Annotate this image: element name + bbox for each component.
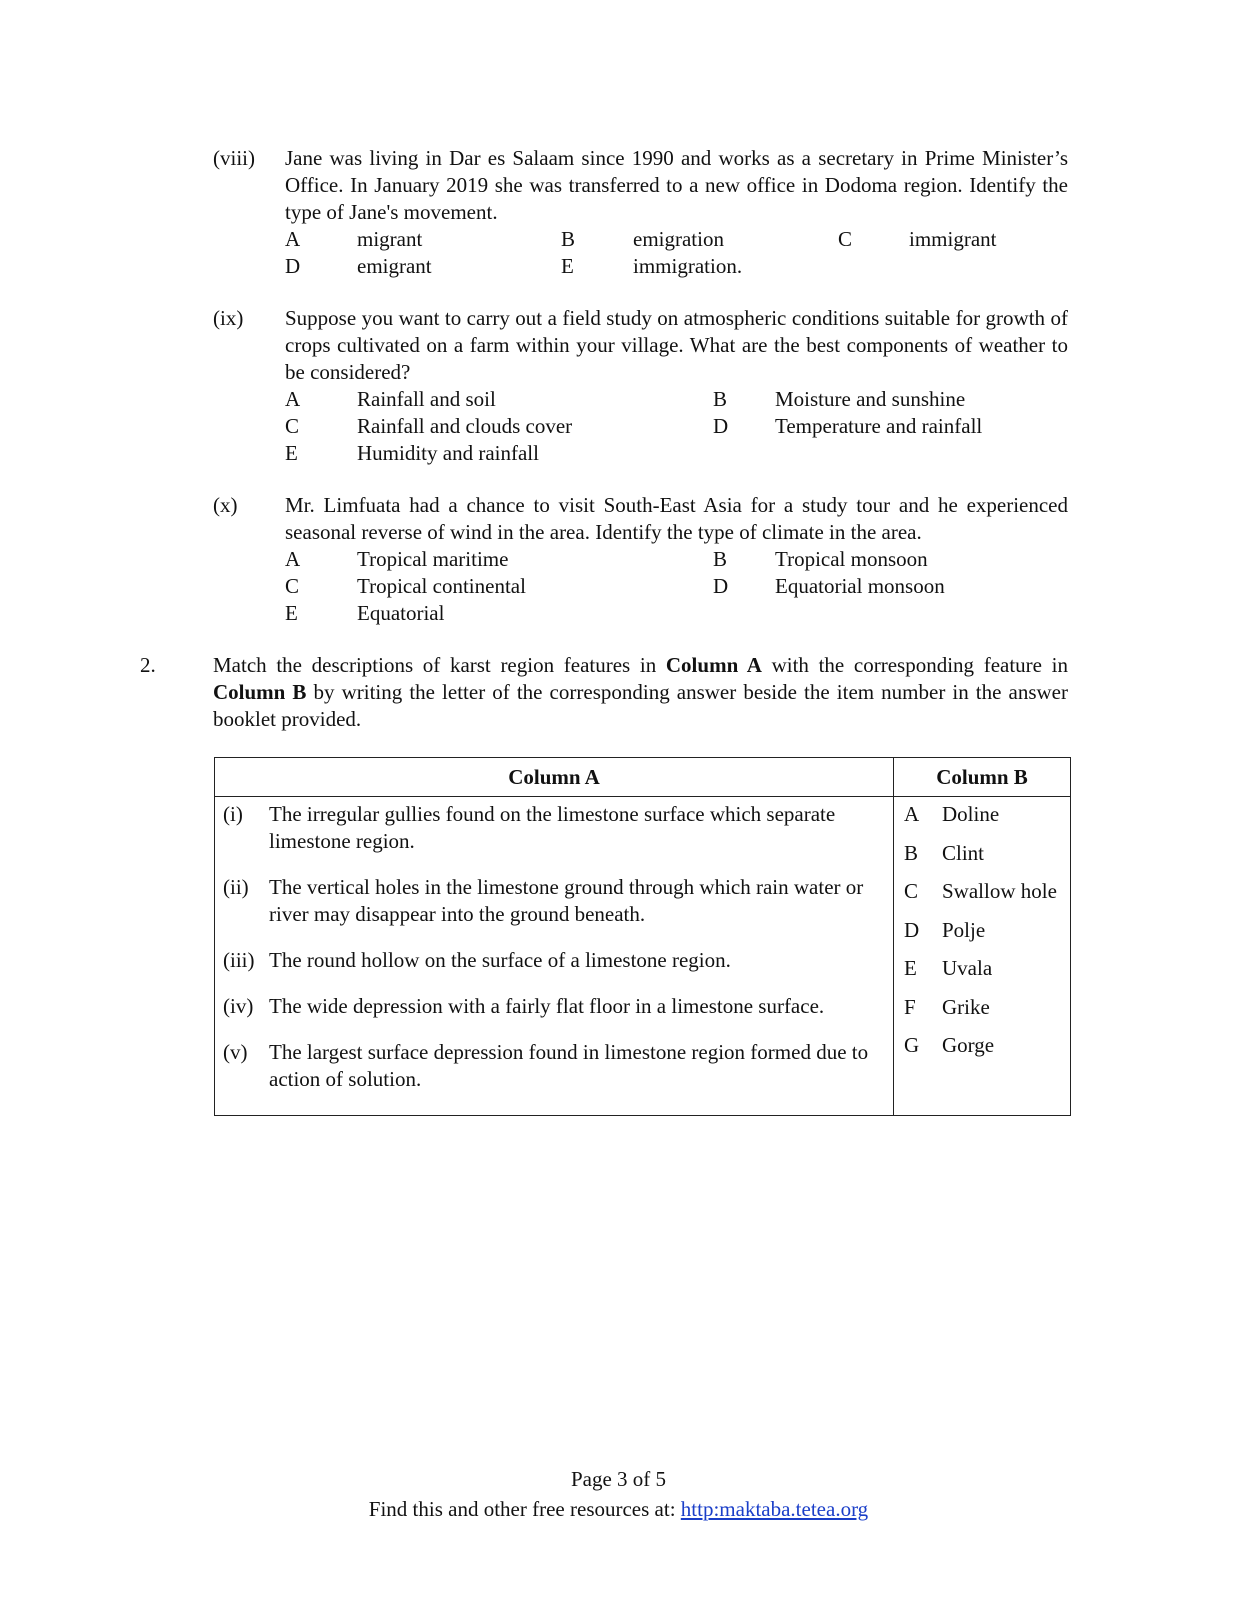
option-text: immigrant xyxy=(909,227,997,251)
option-letter: A xyxy=(285,547,301,571)
option-text: emigrant xyxy=(357,254,432,278)
question-2-text xyxy=(213,652,1068,733)
column-a-items xyxy=(215,797,894,1116)
option-letter: A xyxy=(285,227,301,251)
option-letter: A xyxy=(285,387,301,411)
column-a-item xyxy=(223,801,885,855)
question-number: (ix) xyxy=(213,306,244,330)
option-letter: E xyxy=(561,254,574,278)
item-text: Doline xyxy=(942,802,1000,826)
option-text: migrant xyxy=(357,227,423,251)
question-text: Suppose you want to carry out a field study on atmospheric conditions suitable for growth of crops cultivated on a farm within your village. What are the best components of weather to be considered? xyxy=(285,306,1068,384)
option-letter: D xyxy=(713,574,729,598)
option-letter: E xyxy=(285,441,298,465)
bold-text: Column B xyxy=(213,680,307,704)
item-letter: G xyxy=(904,1033,920,1057)
item-number: (v) xyxy=(223,1040,248,1064)
option-text: Humidity and rainfall xyxy=(357,441,539,465)
text: with the corresponding feature in xyxy=(761,653,1069,677)
column-a-item xyxy=(223,1039,885,1093)
question-ix xyxy=(213,305,1068,467)
item-text: The wide depression with a fairly flat floor in a limestone surface. xyxy=(269,994,825,1018)
column-b-item xyxy=(904,840,1060,879)
option-letter: C xyxy=(838,227,853,251)
item-text: The irregular gullies found on the limestone surface which separate limestone region. xyxy=(269,802,836,853)
question-number: (viii) xyxy=(213,146,255,170)
option-text: Tropical monsoon xyxy=(775,547,928,571)
footer-resources xyxy=(0,1496,1237,1523)
column-a-item xyxy=(223,993,885,1020)
column-a-item xyxy=(223,947,885,974)
item-number: (i) xyxy=(223,802,243,826)
item-letter: F xyxy=(904,994,916,1019)
question-x xyxy=(213,492,1068,627)
text: Match the descriptions of karst region features in xyxy=(213,653,666,677)
column-a-item xyxy=(223,874,885,928)
item-letter: E xyxy=(904,956,917,980)
column-b-item xyxy=(904,955,1060,994)
option-text: Moisture and sunshine xyxy=(775,387,966,411)
option-letter: D xyxy=(713,414,729,438)
column-b-item xyxy=(904,994,1060,1033)
column-b-item xyxy=(904,801,1060,840)
option-text: Equatorial monsoon xyxy=(775,574,945,598)
item-text: Uvala xyxy=(942,956,993,980)
item-text: Clint xyxy=(942,840,985,865)
option-text: Rainfall and clouds cover xyxy=(357,414,573,438)
footer-text: Find this and other free resources at: xyxy=(368,1497,681,1521)
item-letter: C xyxy=(904,879,919,903)
item-letter: D xyxy=(904,917,920,942)
question-2-number: 2. xyxy=(140,653,156,677)
option-text: emigration xyxy=(633,227,724,251)
item-number: (iv) xyxy=(223,994,254,1018)
text: by writing the letter of the corresponding answer beside the item number in the answer booklet provided. xyxy=(213,680,1069,731)
item-text: The vertical holes in the limestone ground through which rain water or river may disappear into the ground beneath. xyxy=(269,875,864,926)
item-letter: A xyxy=(904,802,920,826)
item-text: The round hollow on the surface of a limestone region. xyxy=(269,948,731,972)
column-a-header: Column A xyxy=(215,758,894,797)
item-text: Swallow hole xyxy=(942,879,1057,903)
option-text: Temperature and rainfall xyxy=(775,414,983,438)
column-b-header: Column B xyxy=(894,758,1071,797)
column-b-item xyxy=(904,878,1060,917)
item-text: Gorge xyxy=(942,1033,995,1057)
option-letter: C xyxy=(285,574,300,598)
resources-link[interactable]: http:maktaba.tetea.org xyxy=(680,1497,869,1521)
matching-table xyxy=(214,757,1071,1116)
option-letter: D xyxy=(285,254,301,278)
item-number: (iii) xyxy=(223,948,255,972)
item-number: (ii) xyxy=(223,875,249,899)
option-letter: B xyxy=(713,387,728,411)
option-letter: C xyxy=(285,414,300,438)
question-text: Jane was living in Dar es Salaam since 1990 and works as a secretary in Prime Minister’s Office. In January 2019 she was transferred to a new office in Dodoma region. Identify the type of Jane's movement. xyxy=(285,146,1068,224)
bold-text: Column A xyxy=(665,653,762,677)
option-letter: B xyxy=(713,547,728,571)
option-text: immigration. xyxy=(633,254,743,278)
column-b-item xyxy=(904,917,1060,956)
question-text: Mr. Limfuata had a chance to visit South-East Asia for a study tour and he experienced seasonal reverse of wind in the area. Identify the type of climate in the area. xyxy=(285,493,1068,544)
item-letter: B xyxy=(904,840,919,865)
option-text: Tropical continental xyxy=(357,574,526,598)
item-text: The largest surface depression found in limestone region formed due to action of solution. xyxy=(269,1040,869,1091)
item-text: Grike xyxy=(942,994,990,1019)
option-letter: B xyxy=(561,227,576,251)
item-text: Polje xyxy=(942,917,986,942)
option-letter: E xyxy=(285,601,298,625)
option-text: Equatorial xyxy=(357,601,445,625)
option-text: Tropical maritime xyxy=(357,547,509,571)
column-b-items xyxy=(894,797,1071,1116)
question-viii xyxy=(213,145,1068,280)
column-b-item xyxy=(904,1032,1060,1071)
option-text: Rainfall and soil xyxy=(357,387,496,411)
question-number: (x) xyxy=(213,493,238,517)
page-number: Page 3 of 5 xyxy=(570,1467,667,1491)
